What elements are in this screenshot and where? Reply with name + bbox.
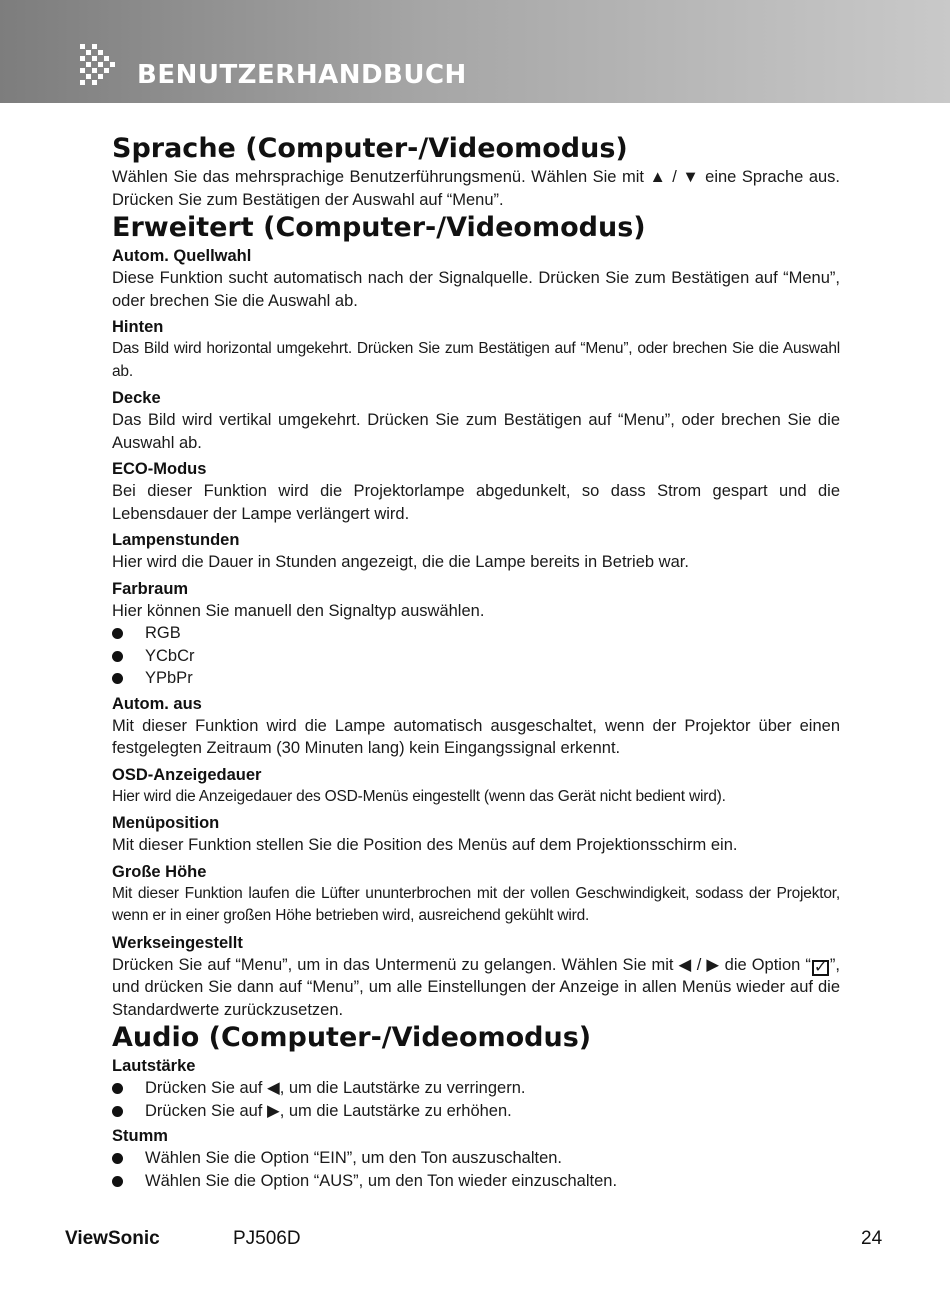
text-decke: Das Bild wird vertikal umgekehrt. Drücken Sie zum Bestätigen auf “Menu”, oder brechen Sie die Auswahl ab.: [112, 411, 840, 452]
page-content: [112, 132, 840, 1195]
heading-osd: OSD-Anzeigedauer: [112, 765, 262, 784]
heading-decke: Decke: [112, 389, 161, 407]
footer-model: PJ506D: [233, 1228, 301, 1249]
heading-autom-aus: Autom. aus: [112, 694, 202, 713]
werks-text-b: die Option “: [719, 955, 811, 974]
stumm-list: [112, 1147, 840, 1192]
up-arrow-icon: ▲: [649, 168, 667, 186]
text-werkseingestellt: [112, 954, 840, 1022]
bullet-icon: [112, 651, 123, 662]
werks-text-c: ”, und drücken Sie dann auf “Menu”, um alle Einstellungen der Anzeige in allen Menüs wieder auf die Standardwerte zurückzusetzen.: [112, 955, 840, 1019]
list-item: [112, 1077, 840, 1100]
section-title-audio: Audio (Computer-/Videomodus): [112, 1022, 592, 1053]
left-arrow-icon: ◀: [266, 1079, 280, 1097]
page-number: 24: [861, 1228, 883, 1249]
text-hinten: Das Bild wird horizontal umgekehrt. Drücken Sie zum Bestätigen auf “Menu”, oder brechen Sie die Auswahl ab.: [112, 340, 840, 380]
heading-werkseingestellt: Werkseingestellt: [112, 933, 243, 952]
text-autom-aus: Mit dieser Funktion wird die Lampe automatisch ausgeschaltet, wenn der Projektor über einen festgelegten Zeitraum (30 Minuten lang) kein Eingangssignal erkennt.: [112, 716, 840, 757]
page-header: [0, 0, 950, 103]
right-arrow-icon: ▶: [706, 955, 720, 974]
heading-lautstaerke: Lautstärke: [112, 1057, 196, 1075]
bullet-icon: [112, 673, 123, 684]
bullet-text: Wählen Sie die Option “EIN”, um den Ton auszuschalten.: [145, 1149, 563, 1167]
text-lampenstunden: Hier wird die Dauer in Stunden angezeigt, die die Lampe bereits in Betrieb war.: [112, 553, 689, 571]
heading-grosse-hoehe: Große Höhe: [112, 862, 207, 881]
sprache-text-a: Wählen Sie das mehrsprachige Benutzerführungsmenü. Wählen Sie mit: [112, 168, 650, 186]
text-grosse-hoehe: Mit dieser Funktion laufen die Lüfter ununterbrochen mit der vollen Geschwindigkeit, sodass der Projektor, wenn er in einer großen Höhe betrieben wird, ausreichend gekühlt wird.: [112, 884, 840, 924]
werks-text-a: Drücken Sie auf “Menu”, um in das Untermenü zu gelangen. Wählen Sie mit: [112, 955, 679, 974]
option-label: RGB: [145, 624, 181, 642]
heading-quellwahl: Autom. Quellwahl: [112, 247, 252, 265]
heading-hinten: Hinten: [112, 318, 164, 336]
heading-stumm: Stumm: [112, 1127, 168, 1145]
bullet-text: , um die Lautstärke zu verringern.: [279, 1079, 526, 1097]
sprache-text: [112, 166, 840, 211]
bullet-icon: [112, 1083, 123, 1094]
bullet-text: Wählen Sie die Option “AUS”, um den Ton wieder einzuschalten.: [145, 1171, 618, 1190]
right-arrow-icon: ▶: [266, 1101, 280, 1120]
footer-brand: ViewSonic: [65, 1228, 160, 1249]
separator: /: [691, 955, 707, 974]
farbraum-options: [112, 622, 840, 690]
section-title-erweitert: Erweitert (Computer-/Videomodus): [112, 212, 646, 243]
heading-menueposition: Menüposition: [112, 814, 220, 832]
text-quellwahl: Diese Funktion sucht automatisch nach der Signalquelle. Drücken Sie zum Bestätigen auf “Menu”, oder brechen Sie die Auswahl ab.: [112, 269, 840, 310]
list-item: [112, 645, 840, 668]
list-item: [112, 667, 840, 690]
text-eco: Bei dieser Funktion wird die Projektorlampe abgedunkelt, so dass Strom gespart und die Lebensdauer der Lampe verlängert wird.: [112, 482, 840, 523]
sprache-text-b: eine Sprache aus. Drücken Sie zum Bestätigen der Auswahl auf “Menu”.: [112, 168, 841, 209]
bullet-text: Drücken Sie auf: [145, 1079, 267, 1097]
heading-lampenstunden: Lampenstunden: [112, 531, 240, 549]
list-item: [112, 1170, 840, 1193]
list-item: [112, 1147, 840, 1170]
text-osd: Hier wird die Anzeigedauer des OSD-Menüs eingestellt (wenn das Gerät nicht bedient wird).: [112, 787, 726, 805]
heading-farbraum: Farbraum: [112, 579, 189, 598]
option-label: YCbCr: [145, 646, 195, 665]
lautstaerke-list: [112, 1077, 840, 1122]
bullet-icon: [112, 1176, 123, 1187]
bullet-text: Drücken Sie auf: [145, 1101, 267, 1120]
left-arrow-icon: ◀: [678, 955, 692, 974]
option-label: YPbPr: [145, 669, 193, 687]
list-item: [112, 622, 840, 645]
double-chevron-arrow-icon: [80, 44, 124, 88]
section-title-sprache: Sprache (Computer-/Videomodus): [112, 133, 628, 164]
text-menueposition: Mit dieser Funktion stellen Sie die Position des Menüs auf dem Projektionsschirm ein.: [112, 836, 738, 854]
bullet-icon: [112, 1153, 123, 1164]
bullet-text: , um die Lautstärke zu erhöhen.: [279, 1101, 512, 1120]
bullet-icon: [112, 1106, 123, 1117]
text-farbraum: Hier können Sie manuell den Signaltyp auswählen.: [112, 601, 485, 620]
list-item: [112, 1100, 840, 1123]
checkbox-checked-icon: ✓: [813, 958, 828, 976]
down-arrow-icon: ▼: [682, 168, 700, 186]
separator: /: [666, 168, 683, 186]
bullet-icon: [112, 628, 123, 639]
header-title: BENUTZERHANDBUCH: [137, 60, 467, 90]
heading-eco: ECO-Modus: [112, 460, 207, 478]
